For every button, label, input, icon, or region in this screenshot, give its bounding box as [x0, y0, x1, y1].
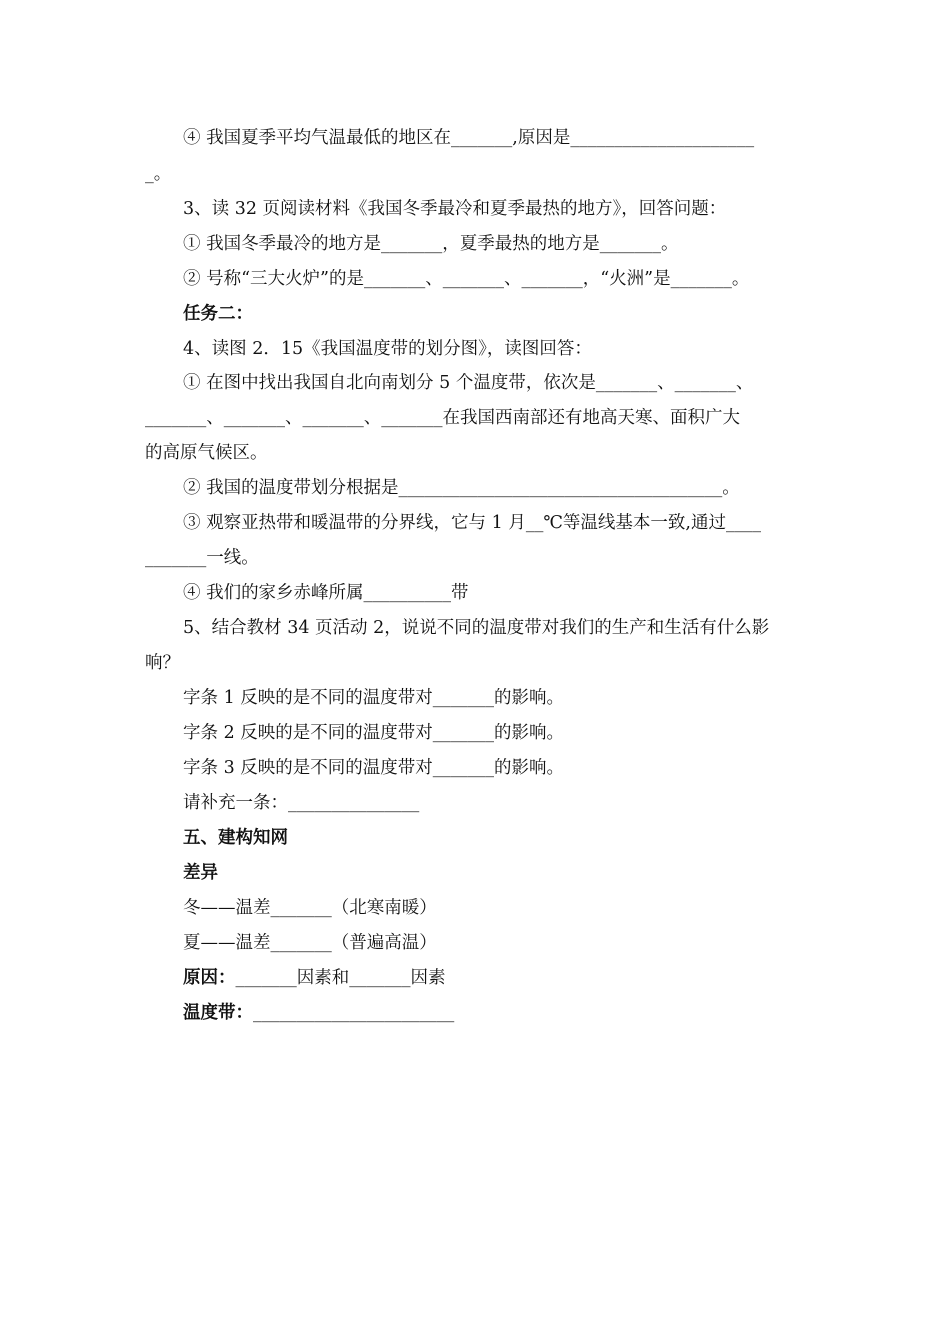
question-4-item-1-end: 的高原气候区。	[145, 443, 268, 463]
question-3-4: ④ 我国夏季平均气温最低的地区在_______,原因是_____________________	[183, 128, 755, 148]
question-4-header: 4、读图 2．15《我国温度带的划分图》，读图回答：	[183, 339, 592, 359]
task-two-heading: 任务二：	[183, 304, 253, 324]
question-5-header-continued: 响？	[145, 653, 180, 673]
question-4-item-1-continued: _______、_______、_______、_______在我国西南部还有地高天寒、面积广大	[145, 408, 740, 428]
winter-line: 冬——温差_______（北寒南暖）	[183, 898, 437, 918]
summer-line: 夏——温差_______（普遍高温）	[183, 933, 437, 953]
question-3-4-continued: _。	[145, 164, 172, 184]
supplement-line: 请补充一条：_______________	[183, 793, 420, 813]
question-4-item-2: ② 我国的温度带划分根据是_____________________________________。	[183, 478, 740, 498]
strip-2-line: 字条 2 反映的是不同的温度带对_______的影响。	[183, 723, 565, 743]
strip-1-line: 字条 1 反映的是不同的温度带对_______的影响。	[183, 688, 565, 708]
strip-3-line: 字条 3 反映的是不同的温度带对_______的影响。	[183, 758, 565, 778]
difference-heading: 差异	[183, 863, 218, 883]
question-3-header: 3、读 32 页阅读材料《我国冬季最冷和夏季最热的地方》，回答问题：	[183, 199, 727, 219]
question-4-item-3-continued: _______一线。	[145, 548, 259, 568]
question-4-item-4: ④ 我们的家乡赤峰所属__________带	[183, 583, 469, 603]
question-4-item-3: ③ 观察亚热带和暖温带的分界线，它与 1 月__℃等温线基本一致,通过____	[183, 513, 761, 533]
question-4-item-1: ① 在图中找出我国自北向南划分 5 个温度带，依次是_______、_______、	[183, 373, 754, 393]
section-five-heading: 五、建构知网	[183, 828, 288, 848]
reason-line: 原因：_______因素和_______因素	[183, 968, 446, 988]
temperature-zone-line: 温度带：_______________________	[183, 1003, 455, 1023]
question-3-item-1: ① 我国冬季最冷的地方是_______，夏季最热的地方是_______。	[183, 234, 679, 254]
question-5-header: 5、结合教材 34 页活动 2，说说不同的温度带对我们的生产和生活有什么影	[183, 618, 770, 638]
question-3-item-2: ② 号称“三大火炉”的是_______、_______、_______，“火洲”是_______。	[183, 269, 750, 289]
